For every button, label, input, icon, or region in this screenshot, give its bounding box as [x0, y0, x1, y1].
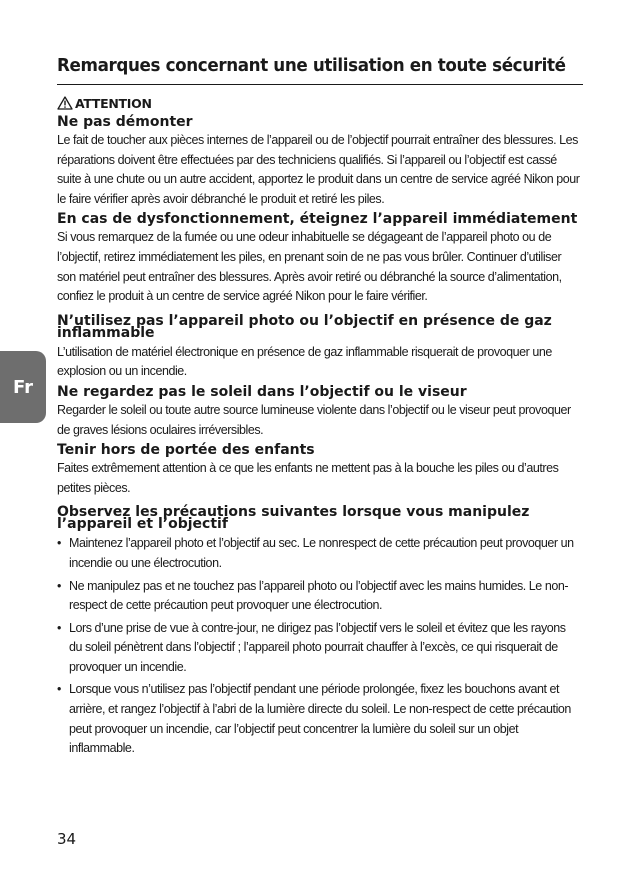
section-body: L’utilisation de matériel électronique en présence de gaz inflammable risquerait de provoquer une explosion ou un incendie. [57, 344, 552, 379]
title-rule [57, 84, 583, 85]
section-heading: Tenir hors de portée des enfants [57, 442, 315, 459]
bullet-dot: • [57, 578, 61, 593]
list-item-text: Maintenez l’appareil photo et l’objectif au sec. Le nonrespect de cette précaution peut provoquer un incendie ou une électrocution. [69, 536, 574, 570]
page-title: Remarques concernant une utilisation en toute sécurité [57, 55, 566, 76]
safety-content [57, 92, 581, 762]
section-malfunction [57, 211, 581, 306]
caution-header [57, 94, 581, 112]
warning-triangle-icon [57, 96, 73, 110]
section-children [57, 442, 581, 498]
bullet-dot: • [57, 682, 61, 697]
caution-label: ATTENTION [75, 95, 152, 111]
section-body: Si vous remarquez de la fumée ou une odeur inhabituelle se dégageant de l’appareil photo ou de l’objectif, retirez immédiatement les piles, en prenant soin de ne pas vous brûler. Continuer d’utiliser son matériel peut entraîner des blessures. Après avoir retiré ou débranché la source d’alimentation, confiez le produit à un centre de service agréé Nikon pour le faire vérifier. [57, 230, 562, 304]
bullet-dot: • [57, 536, 61, 551]
precaution-list [57, 534, 581, 759]
section-flammable-gas [57, 313, 581, 382]
list-item-text: Lorsque vous n’utilisez pas l’objectif pendant une période prolongée, fixez les bouchons avant et arrière, et rangez l’objectif à l’abri de la lumière directe du soleil. Le non-respect de cette précaution peut provoquer un incendie, car l’objectif peut concentrer la lumière du soleil sur un objet inflammable. [69, 682, 571, 756]
section-do-not-disassemble [57, 114, 581, 209]
list-item [57, 577, 581, 616]
list-item [57, 534, 581, 573]
section-heading: Observez les précautions suivantes lorsque vous manipulez l’appareil et l’objectif [57, 504, 530, 533]
list-item [57, 619, 581, 678]
section-body: Faites extrêmement attention à ce que les enfants ne mettent pas à la bouche les piles ou d’autres petites pièces. [57, 461, 559, 495]
list-item [57, 680, 581, 758]
section-heading: En cas de dysfonctionnement, éteignez l’appareil immédiatement [57, 211, 578, 228]
section-heading: Ne pas démonter [57, 114, 193, 130]
section-heading: N’utilisez pas l’appareil photo ou l’objectif en présence de gaz inflammable [57, 312, 552, 341]
language-tab: Fr [0, 351, 46, 423]
page-number: 34 [57, 830, 77, 848]
section-handling-precautions [57, 504, 581, 759]
section-body: Le fait de toucher aux pièces internes de l’appareil ou de l’objectif pourrait entraîner des blessures. Les réparations doivent être effectuées par des techniciens qualifiés. Si l’appareil ou l’objectif est cassé suite à une chute ou un autre accident, apportez le produit dans un centre de service agréé Nikon pour le faire vérifier après avoir débranché le produit et retiré les piles. [57, 133, 580, 206]
section-heading: Ne regardez pas le soleil dans l’objectif ou le viseur [57, 383, 467, 400]
bullet-dot: • [57, 620, 61, 635]
section-sun-viewfinder [57, 384, 581, 440]
list-item-text: Ne manipulez pas et ne touchez pas l’appareil photo ou l’objectif avec les mains humides. Le non-respect de cette précaution peut provoquer une électrocution. [69, 578, 569, 613]
list-item-text: Lors d’une prise de vue à contre-jour, ne dirigez pas l’objectif vers le soleil et évitez que les rayons du soleil pénètrent dans l’objectif ; l’appareil photo pourrait chauffer à l’excès, ce qui risquerait de provoquer un incendie. [69, 620, 566, 674]
section-body: Regarder le soleil ou toute autre source lumineuse violente dans l’objectif ou le viseur peut provoquer de graves lésions oculaires irréversibles. [57, 402, 571, 437]
